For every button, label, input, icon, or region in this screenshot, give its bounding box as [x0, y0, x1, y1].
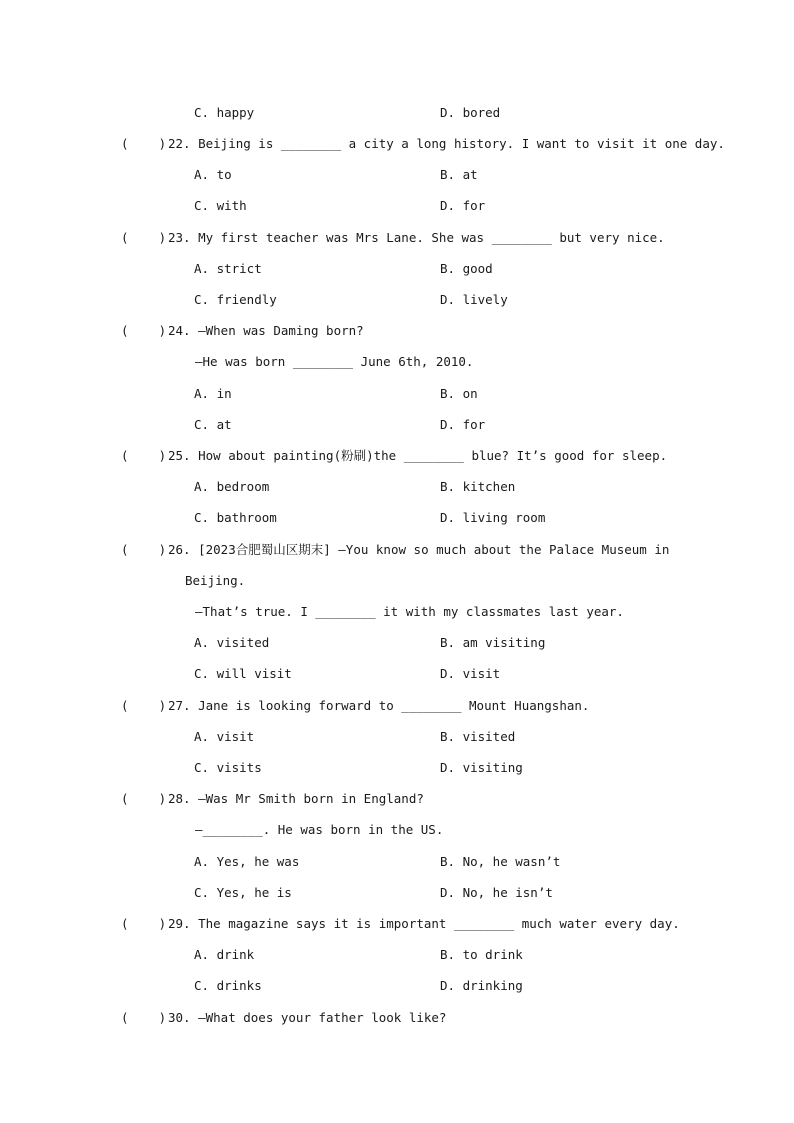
answer-blank-24[interactable]: ( ): [121, 323, 167, 338]
option-d: D. bored: [440, 105, 501, 120]
question-30-stem: 30. —What does your father look like?: [168, 1010, 447, 1025]
question-22-stem: 22. Beijing is ________ a city a long history. I want to visit it one day.: [168, 136, 725, 151]
q25-option-b: B. kitchen: [440, 479, 516, 494]
answer-blank-30[interactable]: ( ): [121, 1010, 167, 1025]
q28-option-c: C. Yes, he is: [194, 885, 292, 900]
question-29-stem: 29. The magazine says it is important ________ much water every day.: [168, 916, 680, 931]
q29-option-c: C. drinks: [194, 978, 262, 993]
q27-option-a: A. visit: [194, 729, 255, 744]
option-c: C. happy: [194, 105, 255, 120]
answer-blank-29[interactable]: ( ): [121, 916, 167, 931]
q29-option-a: A. drink: [194, 947, 255, 962]
q22-option-b: B. at: [440, 167, 478, 182]
q26-option-b: B. am visiting: [440, 635, 546, 650]
q26-option-c: C. will visit: [194, 666, 292, 681]
q25-option-a: A. bedroom: [194, 479, 270, 494]
q25-option-c: C. bathroom: [194, 510, 277, 525]
answer-blank-25[interactable]: ( ): [121, 448, 167, 463]
q23-option-b: B. good: [440, 261, 493, 276]
q23-option-d: D. lively: [440, 292, 508, 307]
q23-option-c: C. friendly: [194, 292, 277, 307]
q24-option-a: A. in: [194, 386, 232, 401]
question-28-reply: —________. He was born in the US.: [195, 822, 444, 837]
q24-option-c: C. at: [194, 417, 232, 432]
q26-option-d: D. visit: [440, 666, 501, 681]
q27-option-c: C. visits: [194, 760, 262, 775]
q28-option-a: A. Yes, he was: [194, 854, 300, 869]
q26-option-a: A. visited: [194, 635, 270, 650]
q27-option-d: D. visiting: [440, 760, 523, 775]
q28-option-d: D. No, he isn’t: [440, 885, 553, 900]
question-25-stem: 25. How about painting(粉刷)the ________ blue? It’s good for sleep.: [168, 448, 668, 463]
question-24-reply: —He was born ________ June 6th, 2010.: [195, 354, 474, 369]
answer-blank-23[interactable]: ( ): [121, 230, 167, 245]
q24-option-b: B. on: [440, 386, 478, 401]
question-27-stem: 27. Jane is looking forward to ________ Mount Huangshan.: [168, 698, 590, 713]
question-24-stem: 24. —When was Daming born?: [168, 323, 364, 338]
q23-option-a: A. strict: [194, 261, 262, 276]
question-23-stem: 23. My first teacher was Mrs Lane. She was ________ but very nice.: [168, 230, 665, 245]
q22-option-a: A. to: [194, 167, 232, 182]
q22-option-c: C. with: [194, 198, 247, 213]
question-26-stem: 26. [2023合肥蜀山区期末] —You know so much about the Palace Museum in: [168, 542, 670, 557]
q28-option-b: B. No, he wasn’t: [440, 854, 561, 869]
question-26-stem-continued: Beijing.: [185, 573, 246, 588]
q29-option-b: B. to drink: [440, 947, 523, 962]
q22-option-d: D. for: [440, 198, 486, 213]
answer-blank-22[interactable]: ( ): [121, 136, 167, 151]
answer-blank-26[interactable]: ( ): [121, 542, 167, 557]
question-26-reply: —That’s true. I ________ it with my classmates last year.: [195, 604, 624, 619]
answer-blank-27[interactable]: ( ): [121, 698, 167, 713]
q29-option-d: D. drinking: [440, 978, 523, 993]
question-28-stem: 28. —Was Mr Smith born in England?: [168, 791, 424, 806]
q24-option-d: D. for: [440, 417, 486, 432]
answer-blank-28[interactable]: ( ): [121, 791, 167, 806]
q27-option-b: B. visited: [440, 729, 516, 744]
q25-option-d: D. living room: [440, 510, 546, 525]
